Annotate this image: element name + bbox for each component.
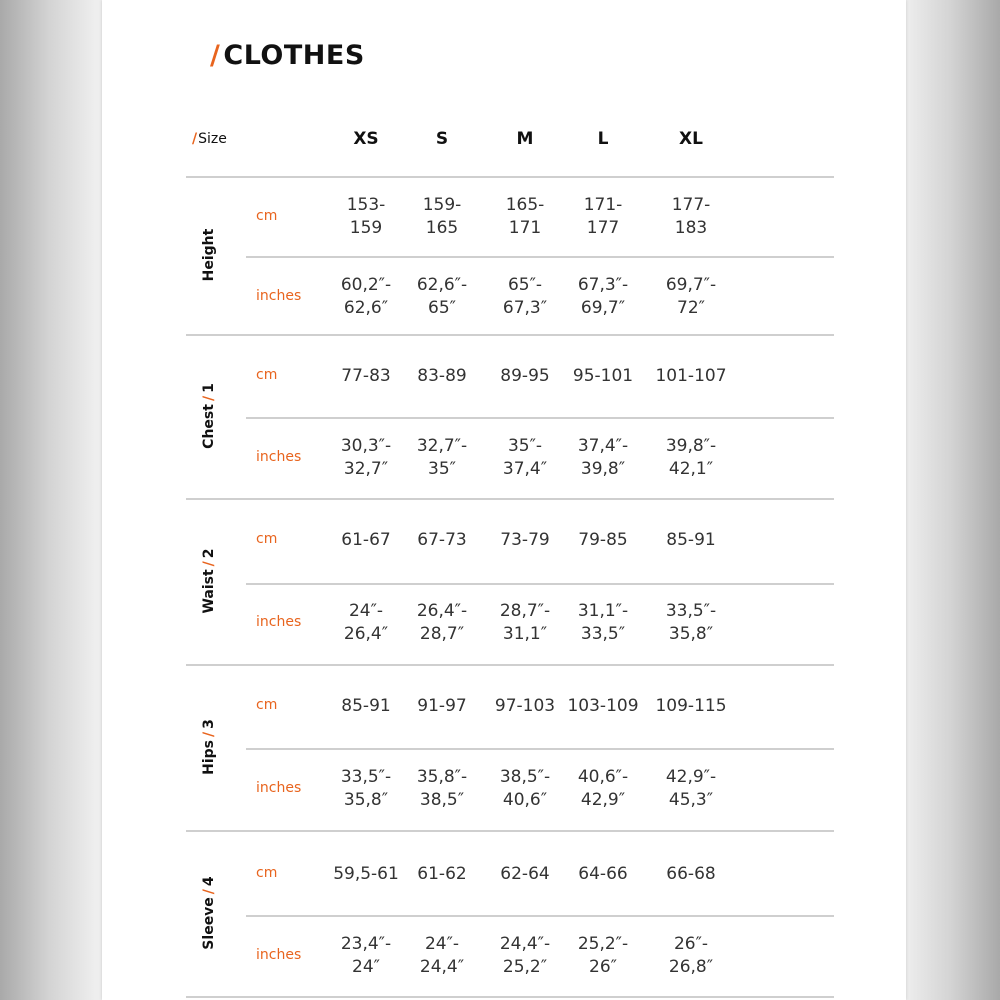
cell-height-inches-xs: 60,2″- 62,6″ [340,275,392,318]
size-header-m: M [516,129,534,149]
cell-hips-cm-m: 97-103 [494,695,556,716]
cell-chest-inches-l: 37,4″- 39,8″ [577,436,629,479]
group-slash: / [201,561,217,567]
group-label-text [201,719,217,775]
unit-label-cm: cm [256,697,278,713]
group-slash: / [201,731,217,737]
size-header-xs: XS [353,129,379,149]
cell-height-cm-xl: 177- 183 [671,195,711,238]
cell-waist-cm-m: 73-79 [500,529,550,550]
cell-hips-inches-m: 38,5″- 40,6″ [499,767,551,810]
group-number: 1 [201,383,217,393]
cell-hips-inches-xl: 42,9″- 45,3″ [665,767,717,810]
cell-height-cm-m: 165- 171 [505,195,545,238]
cell-waist-inches-xl: 33,5″- 35,8″ [665,601,717,644]
unit-label-inches: inches [256,947,302,963]
cell-waist-inches-l: 31,1″- 33,5″ [577,601,629,644]
cell-sleeve-inches-xl: 26″- 26,8″ [668,934,714,977]
cell-sleeve-inches-xs: 23,4″- 24″ [340,934,392,977]
group-label-text [201,383,217,449]
cell-sleeve-cm-s: 61-62 [417,863,467,884]
group-divider [186,176,834,178]
row-divider [246,256,834,258]
row-divider [246,417,834,419]
unit-label-inches: inches [256,780,302,796]
unit-label-cm: cm [256,367,278,383]
size-slash: / [192,131,198,147]
cell-hips-inches-xs: 33,5″- 35,8″ [340,767,392,810]
page-title [210,40,365,71]
group-name: Waist [201,569,217,614]
unit-label-inches: inches [256,288,302,304]
row-divider [246,583,834,585]
group-slash: / [201,889,217,895]
cell-sleeve-cm-m: 62-64 [500,863,550,884]
unit-label-inches: inches [256,614,302,630]
title-slash: / [210,40,221,71]
group-divider [186,830,834,832]
group-slash: / [201,395,217,402]
size-header-s: S [435,129,449,149]
cell-sleeve-inches-s: 24″- 24,4″ [419,934,465,977]
group-label-text [201,229,217,282]
cell-hips-inches-l: 40,6″- 42,9″ [577,767,629,810]
unit-label-inches: inches [256,449,302,465]
unit-label-cm: cm [256,531,278,547]
cell-chest-inches-m: 35″- 37,4″ [502,436,548,479]
cell-waist-cm-s: 67-73 [417,529,467,550]
size-label-text: Size [198,131,227,147]
group-number: 3 [201,719,217,729]
group-name: Chest [201,404,217,449]
group-name: Height [201,228,217,282]
cell-chest-cm-xl: 101-107 [655,365,727,386]
size-chart-page [102,0,906,1000]
cell-hips-cm-s: 91-97 [417,695,467,716]
cell-chest-cm-xs: 77-83 [341,365,391,386]
cell-chest-cm-m: 89-95 [500,365,550,386]
group-label-text [201,876,217,949]
group-divider [186,664,834,666]
group-name: Sleeve [201,897,217,950]
cell-chest-cm-s: 83-89 [417,365,467,386]
group-number: 4 [201,876,217,887]
cell-chest-inches-s: 32,7″- 35″ [416,436,468,479]
unit-label-cm: cm [256,865,278,881]
row-divider [246,748,834,750]
size-column-label [192,131,227,147]
group-name: Hips [201,740,217,775]
unit-label-cm: cm [256,208,278,224]
group-number: 2 [201,548,217,559]
size-header-xl: XL [679,129,703,149]
cell-waist-inches-m: 28,7″- 31,1″ [499,601,551,644]
cell-chest-cm-l: 95-101 [572,365,634,386]
cell-height-cm-xs: 153- 159 [346,195,386,238]
cell-height-inches-xl: 69,7″- 72″ [665,275,717,318]
table-bottom-divider [186,996,834,998]
cell-height-cm-l: 171- 177 [583,195,623,238]
cell-sleeve-cm-xl: 66-68 [666,863,716,884]
cell-waist-inches-s: 26,4″- 28,7″ [416,601,468,644]
cell-sleeve-inches-m: 24,4″- 25,2″ [499,934,551,977]
cell-chest-inches-xs: 30,3″- 32,7″ [340,436,392,479]
cell-hips-inches-s: 35,8″- 38,5″ [416,767,468,810]
group-divider [186,334,834,336]
cell-sleeve-cm-xs: 59,5-61 [333,863,399,884]
group-divider [186,498,834,500]
group-label-text [201,548,217,613]
cell-waist-cm-xs: 61-67 [341,529,391,550]
cell-height-inches-s: 62,6″- 65″ [416,275,468,318]
cell-hips-cm-xl: 109-115 [655,695,727,716]
cell-height-inches-m: 65″- 67,3″ [502,275,548,318]
row-divider [246,915,834,917]
cell-sleeve-cm-l: 64-66 [578,863,628,884]
cell-sleeve-inches-l: 25,2″- 26″ [577,934,629,977]
cell-waist-inches-xs: 24″- 26,4″ [343,601,389,644]
size-header-l: L [597,129,609,149]
cell-waist-cm-xl: 85-91 [666,529,716,550]
title-text: CLOTHES [223,40,365,71]
cell-height-cm-s: 159- 165 [422,195,462,238]
cell-waist-cm-l: 79-85 [578,529,628,550]
cell-chest-inches-xl: 39,8″- 42,1″ [665,436,717,479]
cell-hips-cm-xs: 85-91 [341,695,391,716]
cell-height-inches-l: 67,3″- 69,7″ [577,275,629,318]
cell-hips-cm-l: 103-109 [567,695,639,716]
